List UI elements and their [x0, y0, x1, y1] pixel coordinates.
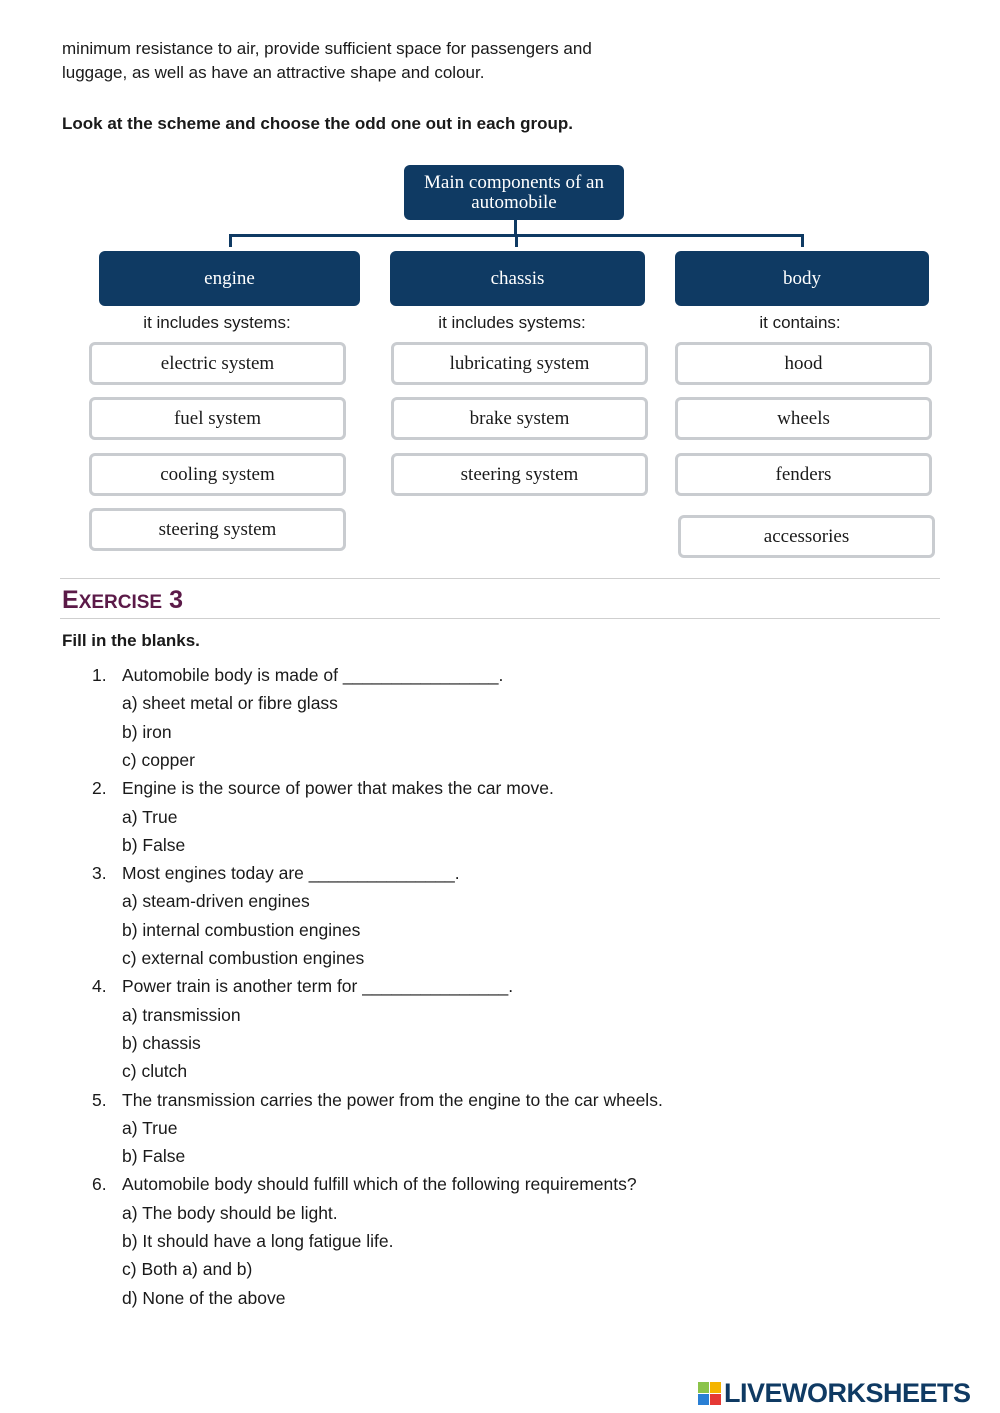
- divider: [60, 618, 940, 619]
- answer-option: b) iron: [122, 721, 172, 742]
- answer-option: b) False: [122, 1146, 186, 1167]
- answer-option: a) sheet metal or fibre glass: [122, 693, 338, 714]
- question-text: Automobile body should fulfill which of the following requirements?: [122, 1174, 637, 1195]
- engine-caption: it includes systems:: [143, 313, 291, 332]
- body-item[interactable]: accessories: [678, 515, 935, 558]
- chassis-caption: it includes systems:: [438, 313, 586, 332]
- answer-option: a) True: [122, 806, 178, 827]
- logo-text: LIVEWORKSHEETS: [724, 1378, 971, 1408]
- body-header: body: [675, 251, 929, 306]
- question-text: Power train is another term for _______________.: [122, 976, 514, 997]
- answer-option: a) steam-driven engines: [122, 891, 310, 912]
- question-number: 4.: [92, 976, 107, 997]
- exercise-title-initial: E: [62, 586, 79, 614]
- connector: [801, 234, 804, 247]
- answer-option: c) copper: [122, 749, 195, 770]
- connector: [229, 234, 232, 247]
- body-caption: it contains:: [759, 313, 841, 332]
- body-item[interactable]: wheels: [675, 397, 932, 440]
- intro-line-2: luggage, as well as have an attractive shape and colour.: [62, 63, 485, 82]
- body-item[interactable]: hood: [675, 342, 932, 385]
- question-text: Most engines today are _______________.: [122, 863, 460, 884]
- engine-item[interactable]: electric system: [89, 342, 346, 385]
- answer-option: a) transmission: [122, 1004, 241, 1025]
- answer-option: c) Both a) and b): [122, 1259, 253, 1280]
- divider: [60, 578, 940, 579]
- exercise-title-rest: XERCISE: [78, 592, 163, 613]
- answer-option: b) chassis: [122, 1032, 201, 1053]
- logo-icon: [698, 1382, 721, 1405]
- answer-option: c) clutch: [122, 1061, 188, 1082]
- question-text: Automobile body is made of ________________.: [122, 665, 504, 685]
- engine-header: engine: [99, 251, 360, 306]
- question-text: The transmission carries the power from the engine to the car wheels.: [122, 1089, 663, 1110]
- answer-option: d) None of the above: [122, 1287, 286, 1308]
- answer-option: c) external combustion engines: [122, 948, 365, 968]
- engine-item[interactable]: fuel system: [89, 397, 346, 440]
- engine-item[interactable]: cooling system: [89, 453, 346, 496]
- chassis-item[interactable]: steering system: [391, 453, 648, 496]
- answer-option: a) True: [122, 1117, 178, 1138]
- intro-line-1: minimum resistance to air, provide sufficient space for passengers and: [62, 39, 592, 58]
- answer-option: b) False: [122, 834, 186, 855]
- chassis-item[interactable]: brake system: [391, 397, 648, 440]
- exercise-number: 3: [169, 586, 183, 614]
- question-text: Engine is the source of power that makes the car move.: [122, 778, 554, 799]
- chassis-item[interactable]: lubricating system: [391, 342, 648, 385]
- answer-option: a) The body should be light.: [122, 1202, 338, 1223]
- question-number: 6.: [92, 1174, 107, 1195]
- chassis-header: chassis: [390, 251, 645, 306]
- question-number: 5.: [92, 1089, 107, 1110]
- engine-item[interactable]: steering system: [89, 508, 346, 551]
- question-number: 3.: [92, 863, 107, 884]
- question-number: 1.: [92, 665, 107, 685]
- connector: [515, 234, 518, 247]
- exercise-instruction: Fill in the blanks.: [62, 631, 200, 650]
- exercise-title: [62, 586, 183, 615]
- liveworksheets-logo: [698, 1378, 971, 1409]
- answer-option: b) internal combustion engines: [122, 919, 361, 940]
- question-number: 2.: [92, 778, 107, 799]
- scheme-instruction: Look at the scheme and choose the odd one out in each group.: [62, 114, 573, 133]
- answer-option: b) It should have a long fatigue life.: [122, 1231, 394, 1251]
- scheme-root: Main components of an automobile: [404, 165, 624, 220]
- body-item[interactable]: fenders: [675, 453, 932, 496]
